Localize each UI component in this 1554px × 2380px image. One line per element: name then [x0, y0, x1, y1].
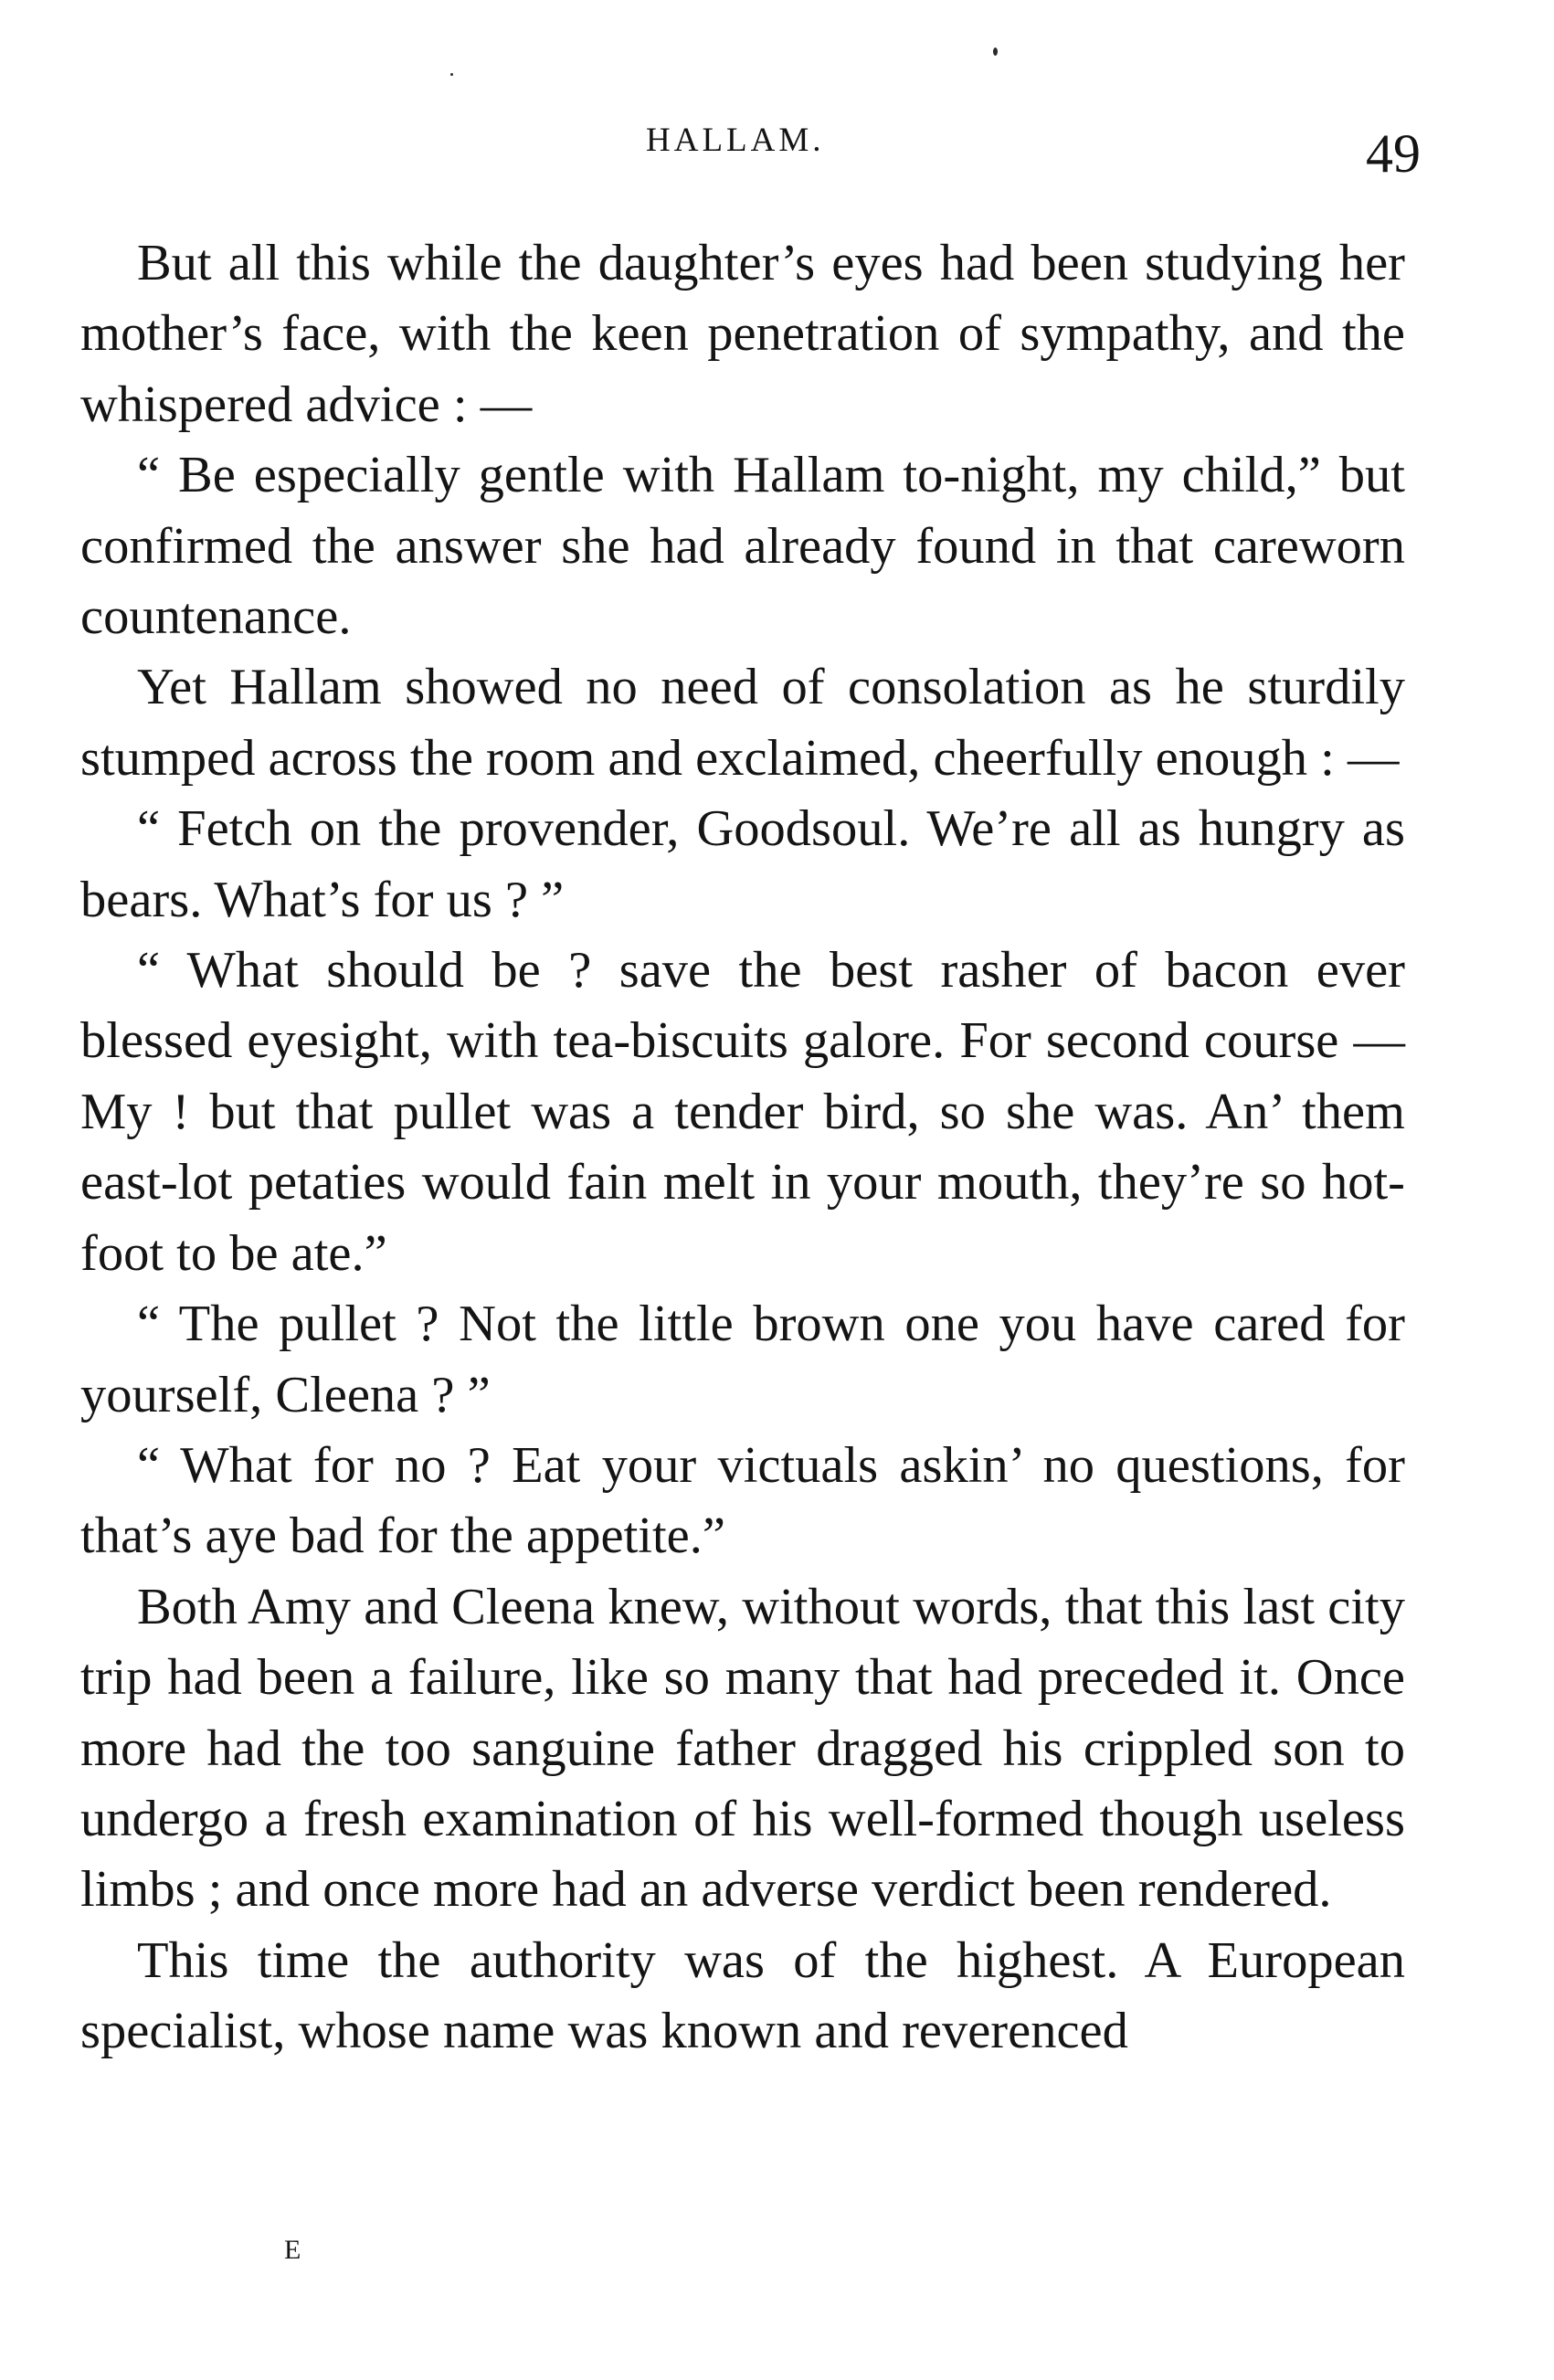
running-title: HALLAM.	[646, 122, 825, 159]
paragraph: Yet Hallam showed no need of consolation as he sturdily stumped across the room and exclaimed, cheerfully enough : —	[80, 659, 1405, 787]
paragraph: “ Be especially gentle with Hallam to-night, my child,” but confirmed the answer she had already found in that careworn countenance.	[80, 447, 1405, 646]
ink-speck	[450, 73, 453, 76]
paragraph: This time the authority was of the highest. A European specialist, whose name was known and reverenced	[80, 1931, 1405, 2060]
paragraph: But all this while the daughter’s eyes had been studying her mother’s face, with the keen penetration of sympathy, and the whispered advice : —	[80, 235, 1405, 433]
paragraph: “ What should be ? save the best rasher of bacon ever blessed eyesight, with tea-biscuits galore. For second course — My ! but that pullet was a tender bird, so she was. An’ them east-lot petaties would fain melt in your mouth, they’re so hot-foot to be ate.”	[80, 942, 1405, 1282]
page-number: 49	[1366, 123, 1421, 184]
paragraph: Both Amy and Cleena knew, without words, that this last city trip had been a failure, like so many that had preceded it. Once more had the too sanguine father dragged his crippled son to undergo a fresh examination of his well-formed though useless limbs ; and once more had an adverse verdict been rendered.	[80, 1578, 1405, 1919]
signature-mark: E	[284, 2235, 303, 2265]
paragraph: “ What for no ? Eat your victuals askin’ no questions, for that’s aye bad for the appetite.”	[80, 1436, 1405, 1565]
body-text	[80, 228, 1405, 2068]
ink-speck	[993, 48, 998, 56]
paragraph: “ Fetch on the provender, Goodsoul. We’re all as hungry as bears. What’s for us ? ”	[80, 800, 1405, 928]
paragraph: “ The pullet ? Not the little brown one you have cared for yourself, Cleena ? ”	[80, 1296, 1405, 1423]
